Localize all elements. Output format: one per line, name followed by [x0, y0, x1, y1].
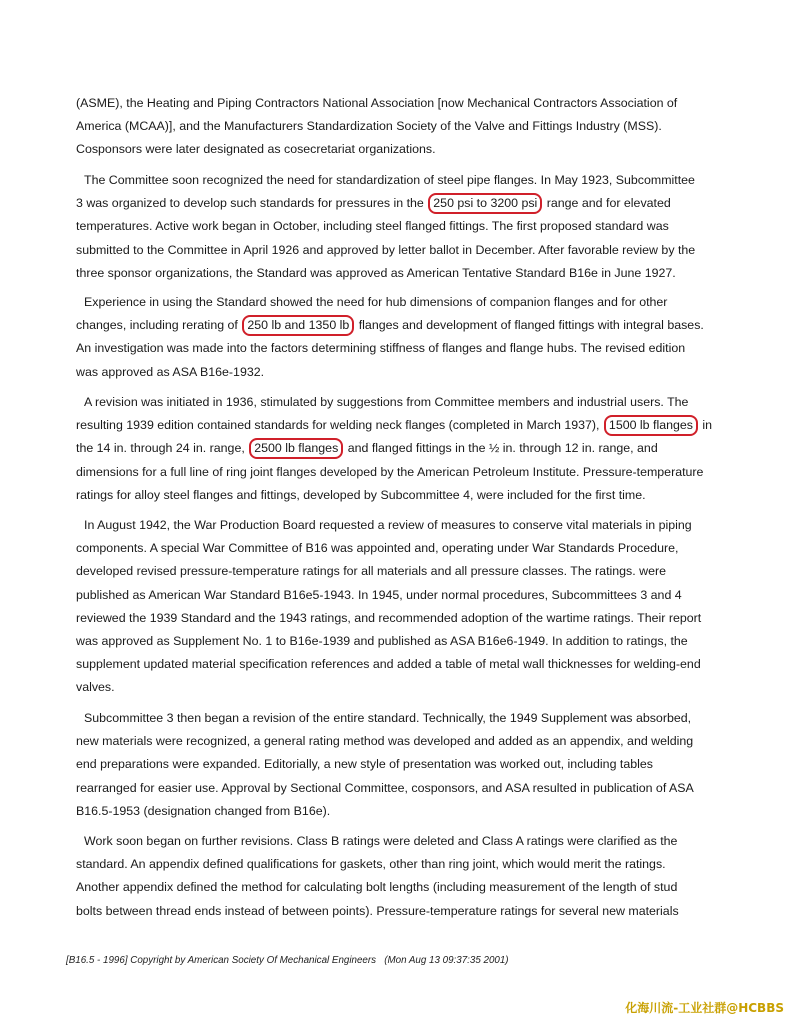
text-segment: A revision was initiated in 1936, stimulated by suggestions from Committee members and industrial users. The [84, 395, 689, 409]
text-line [76, 777, 726, 800]
page-footer-copyright: [B16.5 - 1996] Copyright by American Society Of Mechanical Engineers (Mon Aug 13 09:37:35 2001) [66, 955, 509, 966]
text-segment: (ASME), the Heating and Piping Contractors National Association [now Mechanical Contractors Association of [76, 96, 678, 110]
text-line [76, 115, 726, 138]
text-line [76, 461, 726, 484]
text-segment: changes, including rerating of [76, 318, 242, 333]
text-line [76, 337, 726, 360]
text-line [76, 630, 726, 653]
text-line [76, 484, 726, 507]
text-segment: flanges and development of flanged fittings with integral bases. [355, 318, 704, 333]
paragraph-4 [76, 391, 726, 507]
text-segment: reviewed the 1939 Standard and the 1943 ratings, and recommended adoption of the wartime ratings. Their report [76, 610, 702, 625]
text-segment: submitted to the Committee in April 1926 and approved by letter ballot in December. After favorable review by the [76, 242, 696, 257]
text-line [76, 853, 726, 876]
text-segment: America (MCAA)], and the Manufacturers Standardization Society of the Valve and Fittings Industry (MSS). [76, 119, 662, 134]
text-line [76, 537, 726, 560]
text-line [76, 830, 726, 853]
text-segment: temperatures. Active work began in October, including steel flanged fittings. The first proposed standard was [76, 219, 669, 234]
text-line [76, 676, 726, 699]
text-segment: and flanged fittings in the ½ in. through 12 in. range, and [344, 441, 658, 456]
paragraph-5 [76, 514, 726, 700]
text-line [76, 169, 726, 192]
text-segment: Work soon began on further revisions. Class B ratings were deleted and Class A ratings were clarified as the [84, 834, 678, 848]
text-line [76, 239, 726, 262]
highlighted-value: 2500 lb flanges [249, 438, 343, 459]
text-line [76, 414, 726, 437]
text-segment: Subcommittee 3 then began a revision of the entire standard. Technically, the 1949 Supplement was absorbed, [84, 711, 692, 725]
text-segment: supplement updated material specification references and added a table of metal wall thicknesses for welding-end [76, 657, 701, 672]
text-line [76, 361, 726, 384]
text-line [76, 262, 726, 285]
paragraph-2 [76, 169, 726, 285]
text-line [76, 900, 726, 923]
text-line [76, 707, 726, 730]
text-segment: Another appendix defined the method for calculating bolt lengths (including measurement of the length of stud [76, 880, 678, 895]
paragraph-6 [76, 707, 726, 823]
text-segment: in [698, 418, 713, 433]
text-line [76, 291, 726, 314]
text-segment: three sponsor organizations, the Standard was approved as American Tentative Standard B16e in June 1927. [76, 265, 676, 280]
text-line [76, 391, 726, 414]
text-segment: the 14 in. through 24 in. range, [76, 441, 249, 456]
text-segment: end preparations were expanded. Editorially, a new style of presentation was worked out, including tables [76, 757, 653, 772]
text-segment: standard. An appendix defined qualifications for gaskets, other than ring joint, which would merit the ratings. [76, 857, 666, 872]
paragraph-7 [76, 830, 726, 923]
text-line [76, 653, 726, 676]
text-line [76, 514, 726, 537]
text-line [76, 138, 726, 161]
highlighted-value: 250 psi to 3200 psi [428, 193, 542, 214]
text-line [76, 730, 726, 753]
text-line [76, 876, 726, 899]
text-segment: 3 was organized to develop such standards for pressures in the [76, 196, 428, 211]
text-segment: Experience in using the Standard showed the need for hub dimensions of companion flanges and for other [84, 295, 668, 309]
highlighted-value: 250 lb and 1350 lb [242, 315, 354, 336]
highlighted-value: 1500 lb flanges [604, 415, 698, 436]
paragraph-1 [76, 92, 726, 162]
text-line [76, 753, 726, 776]
text-segment: developed revised pressure-temperature ratings for all materials and all pressure classes. The ratings. were [76, 564, 666, 579]
text-segment: bolts between thread ends instead of between points). Pressure-temperature ratings for several new materials [76, 903, 679, 918]
text-line [76, 584, 726, 607]
paragraph-3 [76, 291, 726, 384]
text-segment: was approved as Supplement No. 1 to B16e-1939 and published as ASA B16e6-1949. In addition to ratings, the [76, 634, 688, 649]
text-segment: An investigation was made into the factors determining stiffness of flanges and flange hubs. The revised edition [76, 341, 686, 356]
text-segment: B16.5-1953 (designation changed from B16e). [76, 803, 331, 818]
text-segment: resulting 1939 edition contained standards for welding neck flanges (completed in March 1937), [76, 418, 603, 433]
text-segment: rearranged for easier use. Approval by Sectional Committee, cosponsors, and ASA resulted in publication of ASA [76, 780, 694, 795]
text-segment: The Committee soon recognized the need for standardization of steel pipe flanges. In May 1923, Subcommittee [84, 173, 695, 187]
text-line [76, 215, 726, 238]
text-line [76, 607, 726, 630]
text-line [76, 314, 726, 337]
watermark: 化海川流-工业社群@HCBBS [625, 1001, 784, 1015]
text-segment: dimensions for a full line of ring joint flanges developed by the American Petroleum Institute. Pressure-temperature [76, 464, 704, 479]
text-line [76, 800, 726, 823]
text-segment: published as American War Standard B16e5-1943. In 1945, under normal procedures, Subcommittees 3 and 4 [76, 587, 682, 602]
text-segment: range and for elevated [543, 196, 671, 211]
text-line [76, 560, 726, 583]
text-segment: In August 1942, the War Production Board requested a review of measures to conserve vital materials in piping [84, 518, 692, 532]
text-line [76, 92, 726, 115]
text-segment: valves. [76, 680, 115, 695]
text-line [76, 437, 726, 460]
text-segment: components. A special War Committee of B16 was appointed and, operating under War Standards Procedure, [76, 541, 679, 556]
text-segment: was approved as ASA B16e-1932. [76, 364, 265, 379]
text-segment: Cosponsors were later designated as cosecretariat organizations. [76, 142, 436, 157]
text-segment: ratings for alloy steel flanges and fittings, developed by Subcommittee 4, were included for the first time. [76, 487, 646, 502]
text-line [76, 192, 726, 215]
text-segment: new materials were recognized, a general rating method was developed and added as an appendix, and welding [76, 734, 694, 749]
